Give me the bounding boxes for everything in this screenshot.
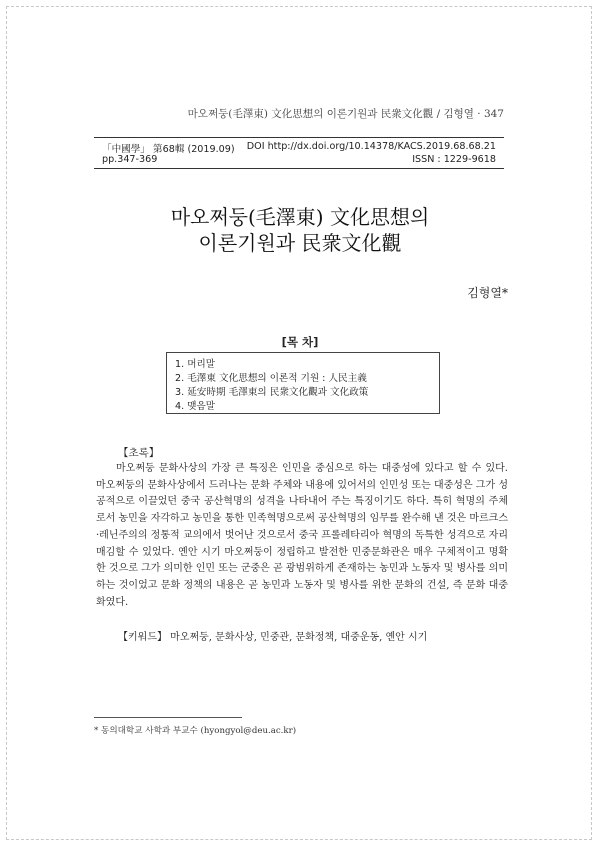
author-name: 김형열* [467, 286, 508, 300]
page-range: pp.347-369 [102, 154, 158, 165]
toc-item: 2. 毛澤東 文化思想의 이론적 기원 : 人民主義 [175, 373, 367, 384]
abstract-label: 【초록】 [118, 447, 160, 459]
footnote-divider [94, 717, 242, 718]
toc-heading: [목 차] [281, 335, 319, 349]
article-title [0, 204, 600, 256]
page-frame [6, 6, 592, 840]
table-of-contents [166, 352, 440, 414]
abstract [96, 461, 508, 611]
abstract-body: 마오쩌둥 문화사상의 가장 큰 특징은 인민을 중심으로 하는 대중성에 있다고 할 수 있다. 마오쩌둥의 문화사상에서 드러나는 문화 주체와 내용에 있어서의 인민성 또는 대중성은 그가 성공적으로 이끌었던 중국 공산혁명의 성격을 나타내어 주는 특징이기도 하다. 특히 혁명의 주체로서 농민을 자각하고 농민을 통한 민족혁명으로써 공산혁명의 임무를 완수해 낸 것은 마르크스·레닌주의의 정통적 교의에서 벗어난 것으로서 중국 프롤레타리아 혁명의 독특한 성격으로 자리매김할 수 있었다. 옌안 시기 마오쩌둥이 정립하고 발전한 민중문화관은 매우 구체적이고 명확한 것으로 그가 의미한 인민 또는 군중은 곧 광범위하게 존재하는 농민과 노동자 및 병사를 의미하는 것이었고 문화 정책의 내용은 곧 농민과 노동자 및 병사를 위한 문화의 건설, 즉 문화 대중화였다. [96, 463, 508, 608]
title-line-2: 이론기원과 民衆文化觀 [198, 231, 402, 255]
journal-citation: 「中國學」 第68輯 (2019.09) [102, 144, 235, 155]
toc-item: 3. 延安時期 毛澤東의 民衆文化觀과 文化政策 [175, 387, 369, 398]
doi-link[interactable]: DOI http://dx.doi.org/10.14378/KACS.2019.68.68.21 [246, 141, 496, 152]
title-line-1: 마오쩌둥(毛澤東) 文化思想의 [170, 205, 430, 229]
keywords: 【키워드】 마오쩌둥, 문화사상, 민중관, 문화정책, 대중운동, 옌안 시기 [118, 632, 428, 643]
toc-item: 1. 머리말 [175, 359, 216, 370]
publication-meta [94, 137, 504, 169]
issn: ISSN : 1229-9618 [412, 154, 496, 165]
running-head: 마오쩌둥(毛澤東) 文化思想의 이론기원과 民衆文化觀 / 김형열 · 347 [187, 108, 504, 120]
toc-item: 4. 맺음말 [175, 401, 216, 412]
author-footnote: * 동의대학교 사학과 부교수 (hyongyol@deu.ac.kr) [94, 726, 297, 736]
